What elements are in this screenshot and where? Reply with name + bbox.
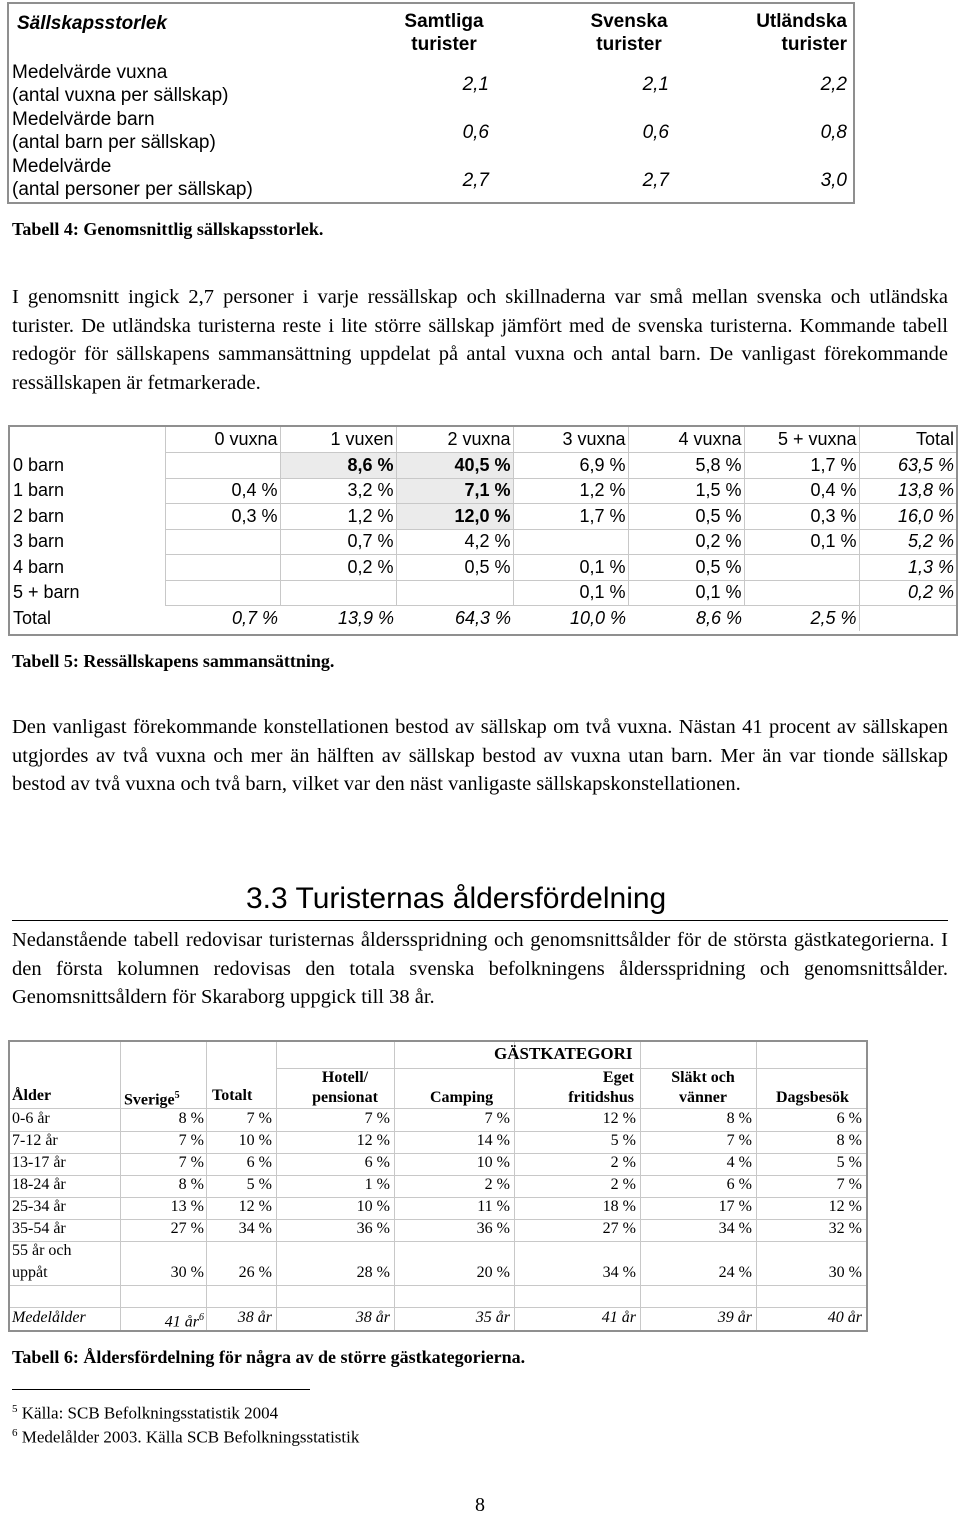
table-cell: 1 % <box>364 1176 390 1193</box>
table-4-header-utlandska <box>739 10 847 56</box>
footnote <box>12 1427 359 1448</box>
footnote <box>12 1403 278 1424</box>
row-label: 3 barn <box>13 531 65 552</box>
header-text: Sverige <box>124 1091 175 1109</box>
table-row <box>10 555 956 581</box>
table-cell: 34 % <box>602 1264 636 1281</box>
table-5-header: 3 vuxna <box>513 427 628 453</box>
table-total-cell: 1,3 % <box>859 555 956 581</box>
table-cell: 1,2 % <box>280 504 396 530</box>
table-cell <box>744 580 859 606</box>
table-cell <box>165 580 280 606</box>
header-text: Svenska turister <box>590 11 668 55</box>
table-cell: 7 % <box>726 1132 752 1149</box>
table-cell-highlight: 7,1 % <box>396 478 513 504</box>
table-cell: 10 % <box>238 1132 272 1149</box>
table-cell: 2 % <box>610 1154 636 1171</box>
table-cell: 1,5 % <box>628 478 744 504</box>
paragraph-3: Nedanstående tabell redovisar turisternas åldersspridning och genomsnittsålder för de största gästkategorierna. I den första kolumnen redovisas den totala svenska befolkningens åldersspridning och genomsnittsålder. Genomsnittsåldern för Skaraborg uppgick till 38 år. <box>12 929 948 1008</box>
table-6-header-slakt <box>658 1068 748 1108</box>
table-5-header: Total <box>859 427 956 453</box>
cell-text: 41 år <box>164 1313 199 1331</box>
table-total-cell: 13,8 % <box>859 478 956 504</box>
table-total-cell: 63,5 % <box>859 453 956 479</box>
row-label: 2 barn <box>13 505 65 526</box>
table-cell: 0,4 % <box>744 478 859 504</box>
table-cell: 24 % <box>718 1264 752 1281</box>
table-cell: 20 % <box>476 1264 510 1281</box>
table-6-medel-cell: 38 år <box>237 1309 272 1326</box>
table-cell: 26 % <box>238 1264 272 1281</box>
table-cell: 30 % <box>170 1264 204 1281</box>
header-line2: vänner <box>679 1089 727 1106</box>
table-6-medel-cell: 41 år <box>601 1309 636 1326</box>
table-cell: 8 % <box>836 1132 862 1149</box>
header-text: Utländska turister <box>756 11 847 55</box>
table-4 <box>7 2 855 204</box>
table-6-header-eget <box>544 1068 634 1108</box>
table-total-cell: 13,9 % <box>337 608 394 628</box>
table-4-value: 2,1 <box>462 74 489 95</box>
table-6-header-camping: Camping <box>430 1089 494 1106</box>
table-5-header: 2 vuxna <box>396 427 513 453</box>
row-label: 35-54 år <box>12 1220 66 1237</box>
header-line1: Eget <box>602 1069 634 1086</box>
table-cell: 7 % <box>178 1132 204 1149</box>
table-cell: 14 % <box>476 1132 510 1149</box>
row-label-line1: Medelvärde vuxna <box>12 62 168 83</box>
table-5-caption: Tabell 5: Ressällskapens sammansättning. <box>12 651 335 671</box>
table-4-row-label <box>12 155 253 201</box>
table-cell: 5,8 % <box>628 453 744 479</box>
row-label: 55 år och <box>12 1242 72 1259</box>
table-4-value: 2,1 <box>642 74 669 95</box>
table-cell: 0,7 % <box>280 529 396 555</box>
table-cell: 2 % <box>484 1176 510 1193</box>
table-cell: 17 % <box>718 1198 752 1215</box>
table-4-value: 0,6 <box>642 122 669 143</box>
table-total-cell: 5,2 % <box>859 529 956 555</box>
row-label-line1: Medelvärde <box>12 156 112 177</box>
table-4-row-label <box>12 61 229 107</box>
paragraph-1: I genomsnitt ingick 2,7 personer i varje ressällskap och skillnaderna var små mellan svenska och utländska turister. De utländska turisterna reste i lite större sällskap jämfört med de svenska turisterna. Kommande tabell redogör för sällskapens sammansättning uppdelat på antal vuxna och antal barn. De vanligast förekommande ressällskapen är fetmarkerade. <box>12 286 948 394</box>
table-cell: 11 % <box>477 1198 510 1215</box>
table-cell-highlight: 12,0 % <box>396 504 513 530</box>
table-cell: 7 % <box>836 1176 862 1193</box>
table-cell: 5 % <box>836 1154 862 1171</box>
table-cell: 32 % <box>828 1220 862 1237</box>
section-heading <box>12 880 948 921</box>
table-cell: 12 % <box>238 1198 272 1215</box>
table-cell: 0,3 % <box>744 504 859 530</box>
table-cell: 4 % <box>726 1154 752 1171</box>
table-5-header: 1 vuxen <box>280 427 396 453</box>
table-6-medel-cell: 35 år <box>475 1309 510 1326</box>
table-cell: 10 % <box>356 1198 390 1215</box>
table-4-caption: Tabell 4: Genomsnittlig sällskapsstorlek. <box>12 219 324 239</box>
table-total-cell: 0,7 % <box>231 608 278 628</box>
table-cell-highlight: 40,5 % <box>396 453 513 479</box>
table-4-value: 2,7 <box>462 170 489 191</box>
row-label: 5 + barn <box>13 582 80 603</box>
table-cell: 0,1 % <box>513 555 628 581</box>
table-6-medel-cell <box>120 1308 204 1332</box>
table-total-cell: 2,5 % <box>744 606 859 632</box>
table-row <box>10 504 956 530</box>
table-cell: 36 % <box>356 1220 390 1237</box>
page-number: 8 <box>475 1494 485 1516</box>
row-label: 7-12 år <box>12 1132 58 1149</box>
table-cell: 12 % <box>828 1198 862 1215</box>
footnote-text: Källa: SCB Befolkningsstatistik 2004 <box>21 1403 279 1423</box>
table-total-cell: 8,6 % <box>695 608 742 628</box>
table-cell: 8 % <box>178 1110 204 1127</box>
table-total-cell: 10,0 % <box>569 608 626 628</box>
footnote-marker: 6 <box>199 1312 204 1323</box>
row-label: Total <box>13 607 52 628</box>
table-cell: 0,3 % <box>165 504 280 530</box>
header-text: Samtliga turister <box>404 11 484 55</box>
row-label: 0-6 år <box>12 1110 50 1127</box>
section-heading-text: 3.3 Turisternas åldersfördelning <box>246 882 667 915</box>
table-6-header-dagsbesok: Dagsbesök <box>776 1089 849 1106</box>
table-cell <box>396 580 513 606</box>
table-cell: 4,2 % <box>396 529 513 555</box>
row-label-line1: Medelvärde barn <box>12 109 155 130</box>
table-cell: 36 % <box>476 1220 510 1237</box>
table-cell: 0,2 % <box>280 555 396 581</box>
table-4-value: 2,2 <box>820 74 847 95</box>
table-5-header: 0 vuxna <box>165 427 280 453</box>
table-row <box>10 478 956 504</box>
table-cell <box>280 580 396 606</box>
header-line2: fritidshus <box>568 1089 634 1106</box>
table-cell: 7 % <box>364 1110 390 1127</box>
footnote-text: Medelålder 2003. Källa SCB Befolkningsstatistik <box>21 1427 360 1447</box>
table-cell: 13 % <box>170 1198 204 1215</box>
table-cell: 5 % <box>610 1132 636 1149</box>
table-cell <box>744 555 859 581</box>
table-cell: 2 % <box>610 1176 636 1193</box>
table-cell: 34 % <box>718 1220 752 1237</box>
table-cell: 1,2 % <box>513 478 628 504</box>
table-5-corner <box>10 427 165 453</box>
table-cell: 0,2 % <box>628 529 744 555</box>
table-cell: 0,4 % <box>165 478 280 504</box>
row-label-line2: (antal barn per sällskap) <box>12 132 216 153</box>
footnote-separator <box>12 1389 310 1390</box>
table-4-title-header: Sällskapsstorlek <box>17 13 167 34</box>
table-4-header-samtliga <box>389 10 499 56</box>
table-row <box>10 453 956 479</box>
table-total-cell: 0,2 % <box>859 580 956 606</box>
header-line1: Släkt och <box>671 1069 735 1086</box>
table-cell: 8 % <box>726 1110 752 1127</box>
table-cell: 6 % <box>246 1154 272 1171</box>
table-4-value: 0,6 <box>462 122 489 143</box>
table-cell: 0,5 % <box>628 504 744 530</box>
table-row <box>10 529 956 555</box>
table-cell: 0,5 % <box>628 555 744 581</box>
table-total-cell: 64,3 % <box>454 608 511 628</box>
table-6-medel-cell: 38 år <box>355 1309 390 1326</box>
table-cell: 10 % <box>476 1154 510 1171</box>
table-4-value: 2,7 <box>642 170 669 191</box>
table-5-header-row <box>10 427 956 453</box>
table-4-row-label <box>12 108 216 154</box>
table-6-header-hotell <box>300 1068 390 1108</box>
table-6-header-totalt: Totalt <box>212 1087 253 1104</box>
table-cell <box>165 555 280 581</box>
paragraph-2: Den vanligast förekommande konstellationen bestod av sällskap om två vuxna. Nästan 41 procent av sällskapen utgjordes av två vuxna och mer än hälften av sällskap bestod av vuxna utan barn. Mer än var tionde sällskap bestod av två vuxna och två barn, vilket var den näst vanligaste sällskapskonstellationen. <box>12 716 948 795</box>
table-cell: 8 % <box>178 1176 204 1193</box>
table-cell: 1,7 % <box>744 453 859 479</box>
table-6 <box>8 1040 868 1332</box>
footnote-marker: 5 <box>174 1090 180 1101</box>
table-cell: 34 % <box>238 1220 272 1237</box>
table-6-medel-cell: 40 år <box>827 1309 862 1326</box>
table-total-cell <box>859 606 956 632</box>
row-label: 1 barn <box>13 480 65 501</box>
row-label-line2: (antal vuxna per sällskap) <box>12 85 229 106</box>
row-label: 25-34 år <box>12 1198 66 1215</box>
table-4-header-svenska <box>579 10 679 56</box>
header-line2: pensionat <box>312 1089 378 1106</box>
row-label-line2: (antal personer per sällskap) <box>12 179 253 200</box>
table-cell: 6 % <box>726 1176 752 1193</box>
table-4-value: 3,0 <box>820 170 847 191</box>
table-cell: 3,2 % <box>280 478 396 504</box>
table-cell: 0,1 % <box>513 580 628 606</box>
footnote-number: 6 <box>12 1427 18 1439</box>
table-6-group-header: GÄSTKATEGORI <box>494 1044 633 1063</box>
table-cell <box>513 529 628 555</box>
table-cell: 27 % <box>602 1220 636 1237</box>
table-cell-highlight: 8,6 % <box>280 453 396 479</box>
table-cell: 27 % <box>170 1220 204 1237</box>
table-cell: 0,1 % <box>744 529 859 555</box>
table-cell: 7 % <box>178 1154 204 1171</box>
table-4-value: 0,8 <box>820 122 847 143</box>
table-6-medel-label: Medelålder <box>12 1309 86 1326</box>
table-cell: 30 % <box>828 1264 862 1281</box>
table-total-row <box>10 606 956 632</box>
table-cell: 5 % <box>246 1176 272 1193</box>
header-line1: Hotell/ <box>321 1069 369 1086</box>
row-label: 0 barn <box>13 454 65 475</box>
row-label: 18-24 år <box>12 1176 66 1193</box>
row-label-line2: uppåt <box>12 1264 48 1281</box>
table-cell: 6 % <box>836 1110 862 1127</box>
table-total-cell: 16,0 % <box>859 504 956 530</box>
table-cell <box>165 453 280 479</box>
table-cell: 1,7 % <box>513 504 628 530</box>
table-6-caption: Tabell 6: Åldersfördelning för några av de större gästkategorierna. <box>12 1347 526 1367</box>
table-row <box>10 580 956 606</box>
table-cell: 0,5 % <box>396 555 513 581</box>
table-6-medel-cell: 39 år <box>717 1309 752 1326</box>
table-cell: 28 % <box>356 1264 390 1281</box>
table-cell: 7 % <box>484 1110 510 1127</box>
table-6-header-age: Ålder <box>12 1087 52 1104</box>
table-5 <box>8 425 958 636</box>
table-cell: 7 % <box>246 1110 272 1127</box>
table-cell <box>165 529 280 555</box>
table-5-header: 4 vuxna <box>628 427 744 453</box>
table-cell: 12 % <box>356 1132 390 1149</box>
row-label: 4 barn <box>13 556 65 577</box>
table-cell: 6,9 % <box>513 453 628 479</box>
table-cell: 12 % <box>602 1110 636 1127</box>
table-5-header: 5 + vuxna <box>744 427 859 453</box>
table-6-header-sverige <box>124 1086 180 1110</box>
table-cell: 6 % <box>364 1154 390 1171</box>
row-label: 13-17 år <box>12 1154 66 1171</box>
table-cell: 0,1 % <box>628 580 744 606</box>
table-cell: 18 % <box>602 1198 636 1215</box>
footnote-number: 5 <box>12 1403 18 1415</box>
